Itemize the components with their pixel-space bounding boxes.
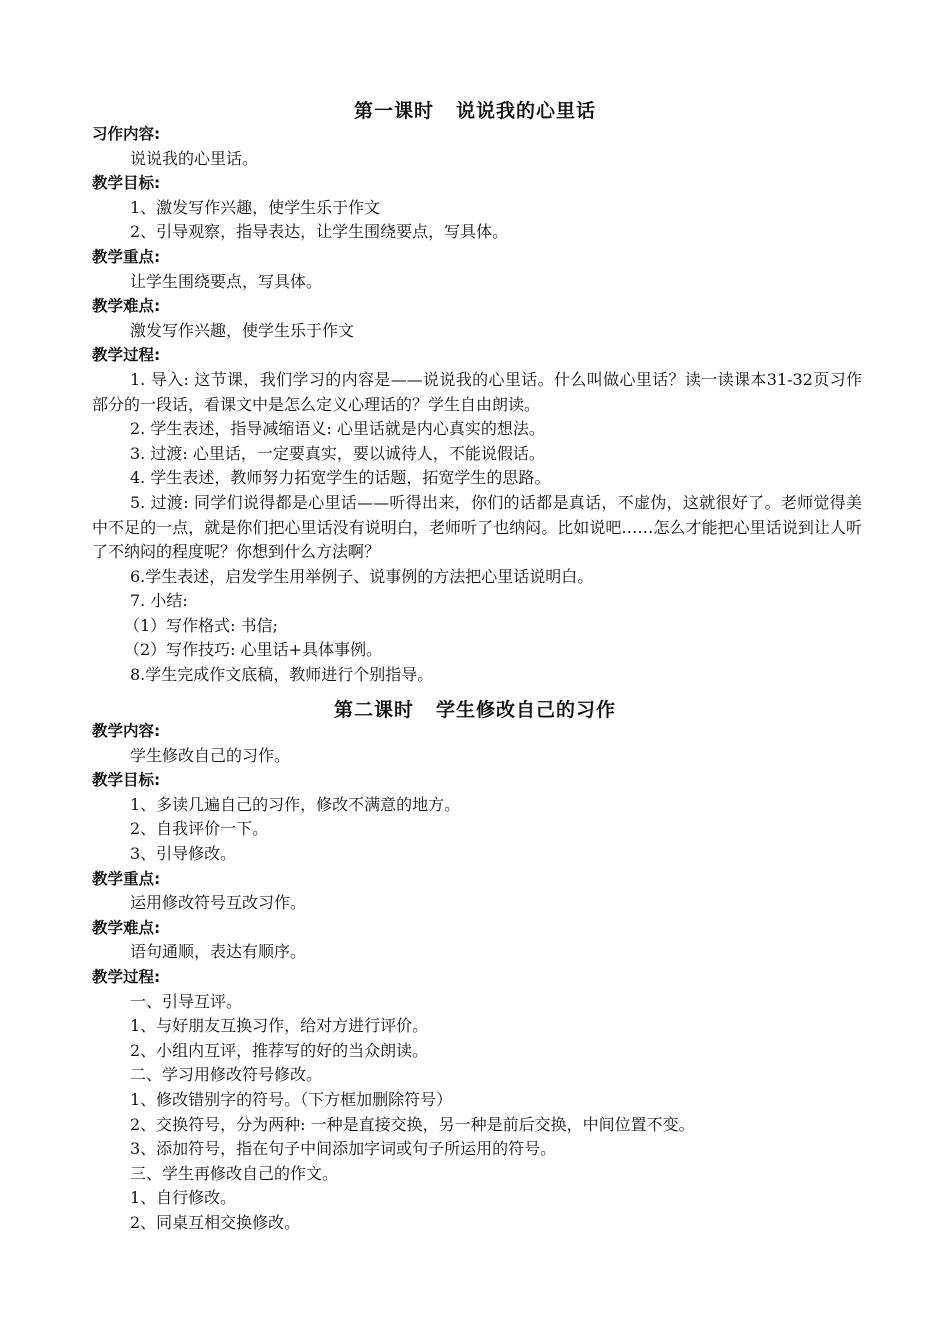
lesson-2-body bbox=[92, 719, 862, 1235]
lesson-1-content-text: 说说我的心里话。 bbox=[130, 148, 259, 168]
lesson-2-step: 3、添加符号，指在句子中间添加字词或句子所运用的符号。 bbox=[130, 1139, 557, 1159]
lesson-1-title bbox=[0, 96, 950, 123]
lesson-2-title bbox=[0, 695, 950, 722]
lesson-1-step-3: 3. 过渡: 心里话，一定要真实，要以诚待人，不能说假话。 bbox=[130, 443, 545, 463]
lesson-2-step: 2、同桌互相交换修改。 bbox=[130, 1212, 301, 1232]
lesson-1-step-4: 4. 学生表述，教师努力拓宽学生的话题，拓宽学生的思路。 bbox=[130, 468, 551, 488]
lesson-2-step: 二、学习用修改符号修改。 bbox=[130, 1065, 323, 1085]
lesson-2-step: 一、引导互评。 bbox=[130, 991, 243, 1011]
lesson-2-goal: 3、引导修改。 bbox=[130, 843, 237, 863]
lesson-2-content-heading: 教学内容: bbox=[92, 722, 161, 740]
lesson-2-step: 2、交换符号，分为两种: 一种是直接交换，另一种是前后交换，中间位置不变。 bbox=[130, 1114, 695, 1134]
lesson-1-summary-skill: （2）写作技巧: 心里话+具体事例。 bbox=[124, 640, 383, 660]
lesson-1-body bbox=[92, 122, 862, 688]
lesson-2-goals-heading: 教学目标: bbox=[92, 771, 161, 790]
lesson-1-step-2: 2. 学生表述，指导减缩语义: 心里话就是内心真实的想法。 bbox=[130, 419, 545, 439]
lesson-2-step: 1、修改错别字的符号。（下方框加删除符号） bbox=[130, 1089, 453, 1109]
lesson-2-goal: 2、自我评价一下。 bbox=[130, 819, 269, 839]
lesson-2-difficulty-text: 语句通顺，表达有顺序。 bbox=[130, 942, 307, 962]
lesson-1-goal: 1、激发写作兴趣，使学生乐于作文 bbox=[130, 197, 381, 217]
lesson-1-difficulty-heading: 教学难点: bbox=[92, 297, 161, 316]
lesson-2-topic: 学生修改自己的习作 bbox=[436, 699, 617, 721]
lesson-1-step-5: 5. 过渡: 同学们说得都是心里话——听得出来，你们的话都是真话，不虚伪，这就很好了。老师觉得美中不足的一点，就是你们把心里话没有说明白，老师听了也纳闷。比如说吧……怎么才能把心里话说到让人听了不纳闷的程度呢？你想到什么方法啊？ bbox=[92, 492, 862, 562]
lesson-1-step-6: 6.学生表述，启发学生用举例子、说事例的方法把心里话说明白。 bbox=[130, 566, 594, 586]
lesson-1-key-text: 让学生围绕要点，写具体。 bbox=[130, 271, 323, 291]
lesson-1-step-8: 8.学生完成作文底稿，教师进行个别指导。 bbox=[130, 665, 434, 685]
lesson-1-process-heading: 教学过程: bbox=[92, 346, 161, 365]
lesson-1-period: 第一课时 bbox=[353, 100, 434, 122]
lesson-2-difficulty-heading: 教学难点: bbox=[92, 918, 161, 937]
lesson-1-key-heading: 教学重点: bbox=[92, 247, 161, 266]
lesson-2-content-text: 学生修改自己的习作。 bbox=[130, 745, 291, 765]
lesson-2-step: 1、与好朋友互换习作，给对方进行评价。 bbox=[130, 1016, 429, 1036]
lesson-2-goal: 1、多读几遍自己的习作，修改不满意的地方。 bbox=[130, 794, 461, 814]
lesson-2-step: 2、小组内互评，推荐写的好的当众朗读。 bbox=[130, 1040, 429, 1060]
lesson-1-summary-format: （1）写作格式: 书信; bbox=[124, 615, 279, 635]
lesson-1-step-7: 7. 小结: bbox=[130, 591, 188, 611]
lesson-1-step-1: 1. 导入: 这节课，我们学习的内容是——说说我的心里话。什么叫做心里话？读一读课本31-32页习作部分的一段话，看课文中是怎么定义心理话的？学生自由朗读。 bbox=[92, 369, 862, 414]
lesson-2-key-heading: 教学重点: bbox=[92, 869, 161, 888]
lesson-2-step: 1、自行修改。 bbox=[130, 1188, 237, 1208]
lesson-2-step: 三、学生再修改自己的作文。 bbox=[130, 1163, 339, 1183]
lesson-1-topic: 说说我的心里话 bbox=[456, 100, 597, 122]
lesson-1-difficulty-text: 激发写作兴趣，使学生乐于作文 bbox=[130, 320, 355, 340]
lesson-2-process-heading: 教学过程: bbox=[92, 967, 161, 986]
lesson-2-key-text: 运用修改符号互改习作。 bbox=[130, 893, 307, 913]
lesson-2-period: 第二课时 bbox=[333, 699, 414, 721]
lesson-1-goals-heading: 教学目标: bbox=[92, 174, 161, 193]
lesson-1-goal: 2、引导观察，指导表达，让学生围绕要点，写具体。 bbox=[130, 222, 509, 242]
lesson-1-content-heading: 习作内容: bbox=[92, 125, 161, 143]
